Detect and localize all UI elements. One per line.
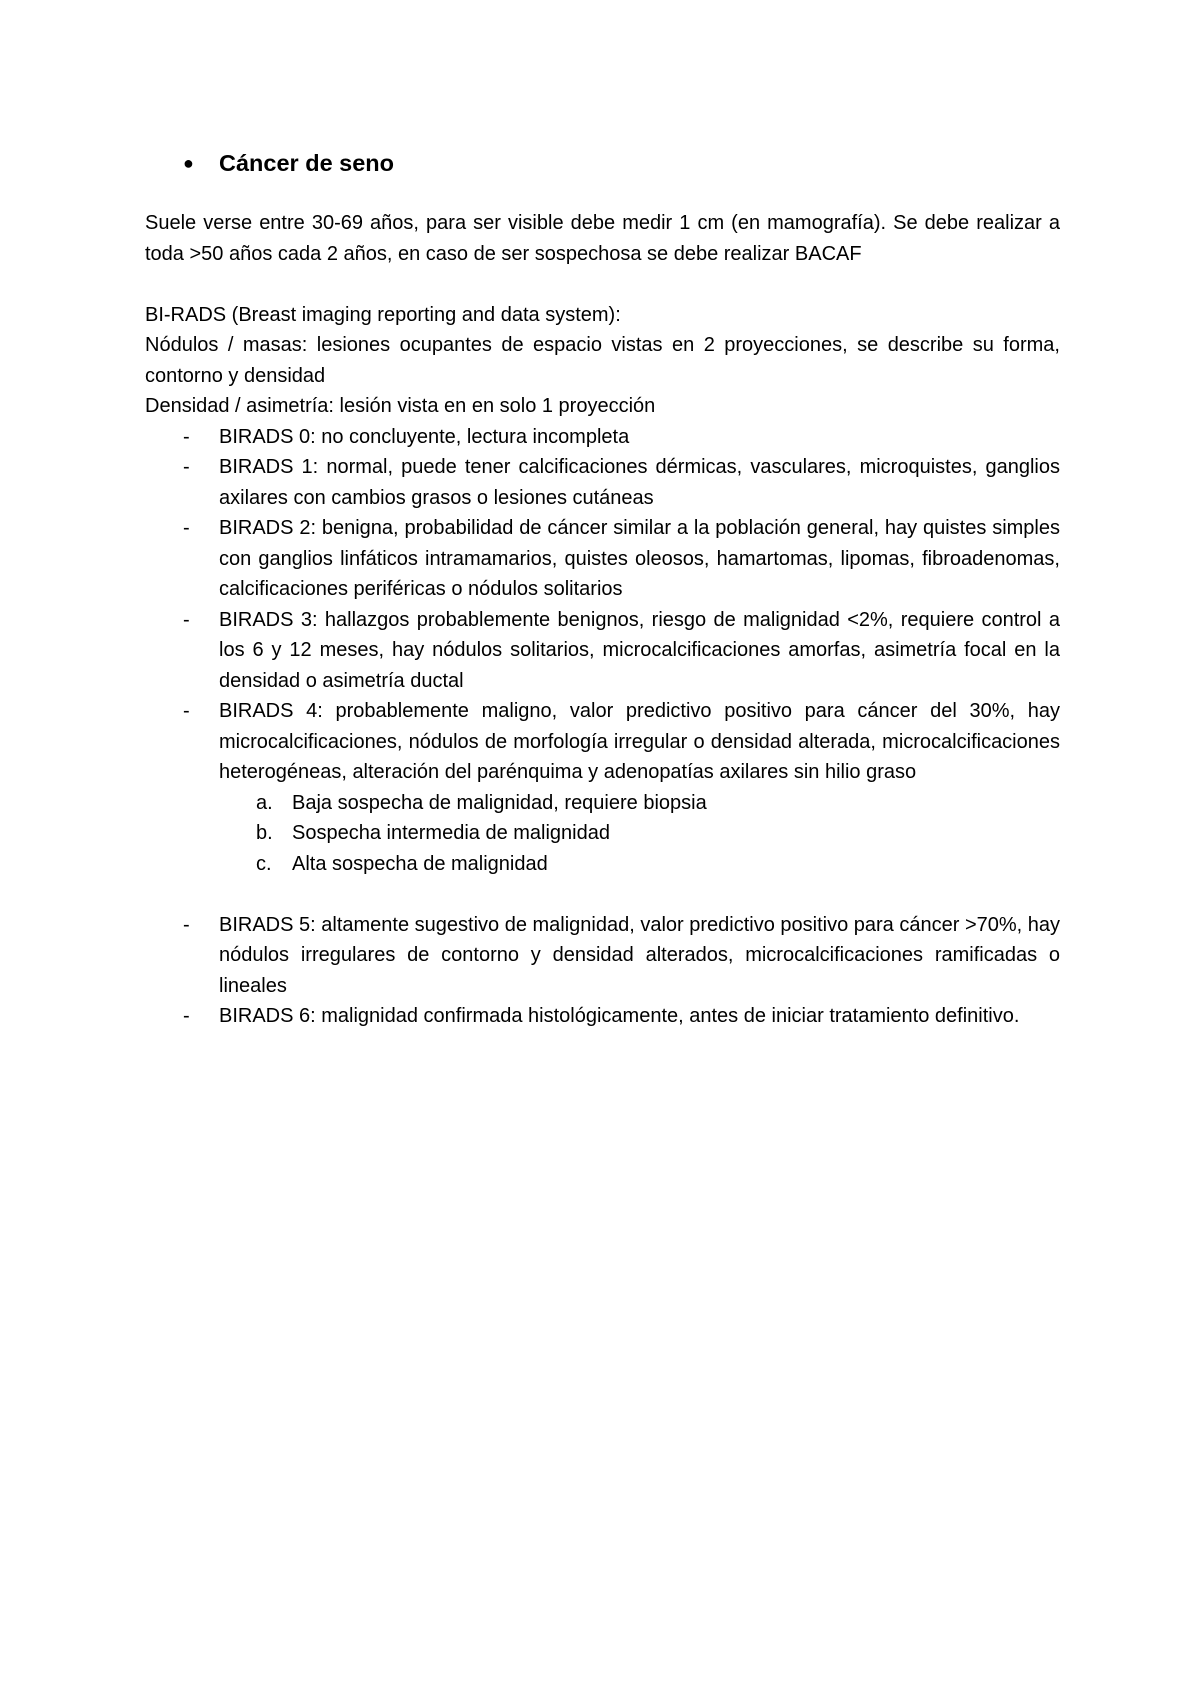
sublist-item [219,788,1060,819]
sublist-marker: c. [256,852,272,875]
sublist-item [219,818,1060,849]
list-item-text: BIRADS 5: altamente sugestivo de malignidad, valor predictivo positivo para cáncer >70%, hay nódulos irregulares de contorno y densidad alterados, microcalcificaciones ramificadas o lineales [219,913,1061,997]
bullet-icon: ● [183,153,194,173]
sublist-marker: b. [256,822,273,844]
list-item-birads-6 [145,1001,1060,1032]
sublist-item-text: Alta sospecha de malignidad [292,852,548,875]
dash-marker: - [183,913,190,936]
list-item-text: BIRADS 3: hallazgos probablemente benignos, riesgo de malignidad <2%, requiere control a los 6 y 12 meses, hay nódulos solitarios, microcalcificaciones amorfas, asimetría focal en la densidad o asimetría ductal [219,608,1060,692]
dash-marker: - [183,608,190,631]
list-item-birads-1 [145,452,1060,513]
nodulos-paragraph: Nódulos / masas: lesiones ocupantes de espacio vistas en 2 proyecciones, se describe su forma, contorno y densidad [145,334,1060,387]
list-item-birads-5 [145,910,1060,1002]
list-item-birads-3 [145,605,1060,697]
section-heading [145,143,1060,183]
list-item-text: BIRADS 0: no concluyente, lectura incompleta [219,425,630,448]
densidad-paragraph: Densidad / asimetría: lesión vista en en solo 1 proyección [145,395,656,417]
sublist-item-text: Baja sospecha de malignidad, requiere biopsia [292,791,707,814]
list-item-birads-0 [145,422,1060,453]
sublist-item-text: Sospecha intermedia de malignidad [292,822,610,844]
list-item-text: BIRADS 4: probablemente maligno, valor predictivo positivo para cáncer del 30%, hay microcalcificaciones, nódulos de morfología irregular o densidad alterada, microcalcificaciones heterogéneas, alteración del parénquima y adenopatías axilares sin hilio graso [219,700,1060,783]
section-title: Cáncer de seno [219,150,395,176]
birads-list [145,422,1060,1032]
document-content [145,143,1060,1032]
dash-marker: - [183,1005,190,1027]
dash-marker: - [183,456,190,478]
blank-line [219,879,1060,910]
list-item-birads-2 [145,513,1060,605]
list-item-text: BIRADS 1: normal, puede tener calcificaciones dérmicas, vasculares, microquistes, ganglios axilares con cambios grasos o lesiones cutáneas [219,456,1060,509]
list-item-text: BIRADS 2: benigna, probabilidad de cáncer similar a la población general, hay quistes simples con ganglios linfáticos intramamarios, quistes oleosos, hamartomas, lipomas, fibroadenomas, calcificaciones periféricas o nódulos solitarios [219,517,1060,600]
sublist-item [219,849,1060,880]
birads-4-sublist [219,788,1060,880]
intro-paragraph: Suele verse entre 30-69 años, para ser visible debe medir 1 cm (en mamografía). Se debe realizar a toda >50 años cada 2 años, en caso de ser sospechosa se debe realizar BACAF [145,212,1060,265]
list-item-text: BIRADS 6: malignidad confirmada histológicamente, antes de iniciar tratamiento definitivo. [219,1005,1020,1027]
dash-marker: - [183,700,190,722]
sublist-marker: a. [256,791,273,814]
dash-marker: - [183,425,190,448]
birads-title: BI-RADS (Breast imaging reporting and data system): [145,303,621,326]
list-item-birads-4 [145,696,1060,910]
dash-marker: - [183,517,190,539]
